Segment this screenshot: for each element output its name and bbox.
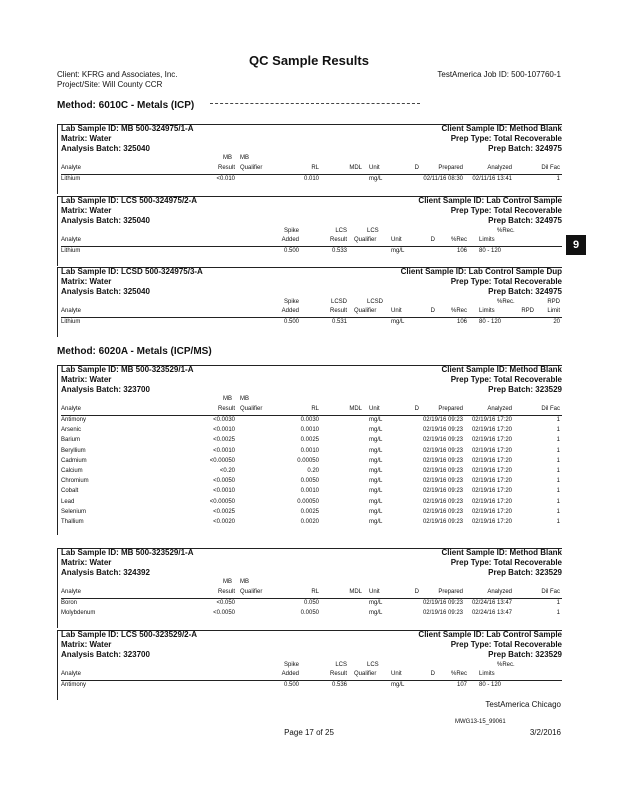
table-cell: 0.500 bbox=[283, 319, 299, 325]
column-header: Result bbox=[329, 671, 347, 677]
table-cell: Chromium bbox=[61, 478, 89, 485]
sample-prep-batch: Prep Batch: 323529 bbox=[488, 650, 562, 659]
table-cell: 107 bbox=[456, 682, 467, 688]
sample-batch: Analysis Batch: 325040 bbox=[61, 216, 150, 225]
column-header: LCS bbox=[367, 662, 379, 668]
column-header: %Rec bbox=[450, 671, 467, 677]
table-cell: 0.0025 bbox=[300, 437, 319, 444]
column-header: Analyte bbox=[61, 589, 82, 595]
column-header: Limits bbox=[479, 308, 495, 314]
column-header: Analyzed bbox=[487, 165, 512, 171]
table-cell: 02/19/16 09:23 bbox=[422, 508, 463, 515]
column-header: LCS bbox=[367, 228, 379, 234]
table-cell: 0.500 bbox=[283, 682, 299, 688]
sample-prep-type: Prep Type: Total Recoverable bbox=[450, 375, 562, 384]
header-underline bbox=[61, 246, 562, 247]
sample-id: Lab Sample ID: LCS 500-323529/2-A bbox=[61, 630, 198, 639]
block-left-rule bbox=[57, 196, 58, 266]
table-cell: mg/L bbox=[391, 248, 405, 254]
table-cell: Cadmium bbox=[61, 457, 87, 464]
column-header: Unit bbox=[391, 237, 402, 243]
table-cell: mg/L bbox=[369, 498, 383, 505]
table-cell: 02/19/16 17:20 bbox=[471, 508, 512, 515]
sample-prep-batch: Prep Batch: 323529 bbox=[488, 568, 562, 577]
sample-id: Lab Sample ID: MB 500-323529/1-A bbox=[61, 548, 194, 557]
column-header: Unit bbox=[369, 589, 380, 595]
column-header: MB bbox=[223, 155, 232, 161]
project-site: Project/Site: Will County CCR bbox=[57, 80, 163, 89]
table-cell: Barium bbox=[61, 437, 81, 444]
table-cell: 02/19/16 09:23 bbox=[422, 519, 463, 525]
table-cell: 1 bbox=[556, 488, 560, 495]
header-underline bbox=[61, 680, 562, 681]
sample-batch: Analysis Batch: 323700 bbox=[61, 385, 150, 394]
table-cell: <0.00050 bbox=[209, 498, 235, 505]
column-header: MB bbox=[240, 579, 249, 585]
column-header: %Rec. bbox=[497, 228, 515, 234]
table-cell: 02/19/16 09:23 bbox=[422, 468, 463, 474]
table-cell: 0.500 bbox=[283, 248, 299, 254]
column-header: Result bbox=[217, 165, 235, 171]
table-cell: <0.0050 bbox=[213, 610, 235, 617]
table-cell: 1 bbox=[556, 600, 560, 606]
table-cell: Arsenic bbox=[61, 427, 82, 434]
column-header: D bbox=[414, 589, 419, 595]
table-cell: mg/L bbox=[369, 508, 383, 515]
sample-prep-batch: Prep Batch: 324975 bbox=[488, 144, 562, 153]
table-cell: mg/L bbox=[369, 519, 383, 525]
column-header: LCSD bbox=[367, 299, 384, 305]
table-cell: 0.0020 bbox=[300, 519, 319, 525]
table-cell: 0.0010 bbox=[300, 488, 319, 495]
column-header: Limit bbox=[547, 308, 560, 314]
sample-client-id: Client Sample ID: Lab Control Sample Dup bbox=[400, 267, 562, 276]
column-header: MB bbox=[223, 396, 232, 402]
column-header: %Rec bbox=[450, 308, 467, 314]
table-cell: Thallium bbox=[61, 519, 84, 525]
column-header: LCSD bbox=[330, 299, 347, 305]
table-cell: 20 bbox=[553, 319, 560, 325]
column-header: Unit bbox=[369, 165, 380, 171]
table-cell: 1 bbox=[556, 447, 560, 454]
table-cell: 0.0050 bbox=[300, 478, 319, 485]
table-cell: 0.00050 bbox=[297, 498, 319, 505]
column-header: Analyte bbox=[61, 308, 82, 314]
sample-matrix: Matrix: Water bbox=[61, 134, 112, 143]
table-cell: mg/L bbox=[369, 176, 383, 182]
column-header: %Rec bbox=[450, 237, 467, 243]
table-cell: 0.0010 bbox=[300, 447, 319, 454]
client-name: Client: KFRG and Associates, Inc. bbox=[57, 70, 178, 79]
header-underline bbox=[61, 174, 562, 175]
sample-prep-type: Prep Type: Total Recoverable bbox=[450, 206, 562, 215]
table-cell: mg/L bbox=[369, 447, 383, 454]
table-cell: Boron bbox=[61, 600, 78, 606]
table-cell: 02/19/16 17:20 bbox=[471, 468, 512, 474]
sample-prep-type: Prep Type: Total Recoverable bbox=[450, 558, 562, 567]
table-cell: Lithium bbox=[61, 176, 81, 182]
column-header: Prepared bbox=[438, 406, 463, 412]
sample-matrix: Matrix: Water bbox=[61, 558, 112, 567]
column-header: D bbox=[430, 237, 435, 243]
table-cell: 02/19/16 09:23 bbox=[422, 447, 463, 454]
column-header: Qualifier bbox=[240, 589, 263, 595]
column-header: RL bbox=[311, 589, 319, 595]
column-header: Qualifier bbox=[354, 237, 377, 243]
table-cell: 1 bbox=[556, 437, 560, 444]
table-cell: 0.0025 bbox=[300, 508, 319, 515]
table-cell: 0.0010 bbox=[300, 427, 319, 434]
sample-client-id: Client Sample ID: Method Blank bbox=[441, 365, 562, 374]
table-cell: 02/24/16 13:47 bbox=[471, 600, 512, 606]
table-cell: 02/19/16 09:23 bbox=[422, 457, 463, 464]
table-cell: 02/19/16 09:23 bbox=[422, 600, 463, 606]
sample-matrix: Matrix: Water bbox=[61, 640, 112, 649]
sample-client-id: Client Sample ID: Method Blank bbox=[441, 548, 562, 557]
column-header: Result bbox=[217, 589, 235, 595]
table-cell: mg/L bbox=[369, 600, 383, 606]
sample-id: Lab Sample ID: LCS 500-324975/2-A bbox=[61, 196, 198, 205]
column-header: D bbox=[414, 165, 419, 171]
table-cell: Lead bbox=[61, 498, 75, 505]
column-header: D bbox=[430, 308, 435, 314]
table-cell: <0.010 bbox=[216, 176, 235, 182]
sample-prep-batch: Prep Batch: 324975 bbox=[488, 216, 562, 225]
table-cell: 02/11/16 08:30 bbox=[423, 176, 463, 182]
table-cell: <0.0050 bbox=[213, 478, 235, 485]
table-cell: 1 bbox=[556, 427, 560, 434]
column-header: LCS bbox=[335, 228, 347, 234]
column-header: Limits bbox=[479, 671, 495, 677]
table-cell: 02/19/16 09:23 bbox=[422, 488, 463, 495]
table-cell: 02/19/16 17:20 bbox=[471, 488, 512, 495]
column-header: Result bbox=[217, 406, 235, 412]
column-header: Prepared bbox=[438, 589, 463, 595]
table-cell: 1 bbox=[556, 519, 560, 525]
table-cell: mg/L bbox=[369, 610, 383, 617]
header-underline bbox=[61, 598, 562, 599]
footer-page: Page 17 of 25 bbox=[284, 728, 334, 737]
column-header: MDL bbox=[349, 406, 362, 412]
table-cell: 02/19/16 17:20 bbox=[471, 519, 512, 525]
column-header: Prepared bbox=[438, 165, 463, 171]
table-cell: <0.0010 bbox=[213, 488, 235, 495]
column-header: Spike bbox=[283, 662, 299, 668]
table-cell: 0.050 bbox=[303, 600, 319, 606]
table-cell: 02/19/16 17:20 bbox=[471, 478, 512, 485]
block-left-rule bbox=[57, 267, 58, 337]
table-cell: 80 - 120 bbox=[479, 248, 502, 254]
column-header: Analyte bbox=[61, 165, 82, 171]
table-cell: 80 - 120 bbox=[479, 319, 502, 325]
table-cell: mg/L bbox=[369, 417, 383, 423]
sample-batch: Analysis Batch: 324392 bbox=[61, 568, 150, 577]
sample-matrix: Matrix: Water bbox=[61, 206, 112, 215]
column-header: Qualifier bbox=[240, 165, 263, 171]
table-cell: 80 - 120 bbox=[479, 682, 502, 688]
block-left-rule bbox=[57, 365, 58, 535]
table-cell: 02/19/16 17:20 bbox=[471, 447, 512, 454]
sample-prep-type: Prep Type: Total Recoverable bbox=[450, 277, 562, 286]
table-cell: 02/19/16 09:23 bbox=[422, 427, 463, 434]
column-header: Added bbox=[281, 308, 299, 314]
column-header: Result bbox=[329, 237, 347, 243]
table-cell: 0.536 bbox=[331, 682, 347, 688]
table-cell: <0.0020 bbox=[213, 519, 235, 525]
table-cell: 1 bbox=[556, 498, 560, 505]
table-cell: 1 bbox=[556, 508, 560, 515]
sample-prep-type: Prep Type: Total Recoverable bbox=[450, 640, 562, 649]
sample-id: Lab Sample ID: LCSD 500-324975/3-A bbox=[61, 267, 203, 276]
column-header: Analyte bbox=[61, 671, 82, 677]
sample-client-id: Client Sample ID: Lab Control Sample bbox=[418, 196, 562, 205]
column-header: RL bbox=[311, 165, 319, 171]
table-cell: Beryllium bbox=[61, 447, 86, 454]
method-heading: Method: 6010C - Metals (ICP) bbox=[57, 100, 195, 111]
column-header: Unit bbox=[369, 406, 380, 412]
page-title: QC Sample Results bbox=[249, 53, 369, 68]
column-header: RPD bbox=[547, 299, 560, 305]
sample-client-id: Client Sample ID: Lab Control Sample bbox=[418, 630, 562, 639]
table-cell: 1 bbox=[556, 610, 560, 617]
column-header: MB bbox=[240, 396, 249, 402]
column-header: MDL bbox=[349, 589, 362, 595]
column-header: Dil Fac bbox=[541, 589, 560, 595]
table-cell: 02/19/16 17:20 bbox=[471, 437, 512, 444]
table-cell: mg/L bbox=[369, 478, 383, 485]
column-header: Analyte bbox=[61, 237, 82, 243]
block-left-rule bbox=[57, 548, 58, 628]
column-header: D bbox=[430, 671, 435, 677]
table-cell: 0.00050 bbox=[297, 457, 319, 464]
sample-batch: Analysis Batch: 325040 bbox=[61, 287, 150, 296]
table-cell: 1 bbox=[556, 468, 560, 474]
column-header: Analyzed bbox=[487, 589, 512, 595]
method-heading: Method: 6020A - Metals (ICP/MS) bbox=[57, 346, 212, 357]
table-cell: 02/19/16 09:23 bbox=[422, 498, 463, 505]
column-header: Spike bbox=[283, 228, 299, 234]
sample-prep-type: Prep Type: Total Recoverable bbox=[450, 134, 562, 143]
header-underline bbox=[61, 415, 562, 416]
table-cell: <0.0010 bbox=[213, 447, 235, 454]
column-header: Unit bbox=[391, 308, 402, 314]
table-cell: 106 bbox=[456, 248, 467, 254]
block-left-rule bbox=[57, 124, 58, 194]
table-cell: 02/19/16 17:20 bbox=[471, 457, 512, 464]
footer-date: 3/2/2016 bbox=[529, 728, 561, 737]
column-header: Added bbox=[281, 671, 299, 677]
method-rule bbox=[210, 103, 420, 104]
sample-batch: Analysis Batch: 323700 bbox=[61, 650, 150, 659]
table-cell: <0.0025 bbox=[213, 437, 235, 444]
table-cell: mg/L bbox=[369, 427, 383, 434]
table-cell: Antimony bbox=[61, 417, 87, 423]
table-cell: 106 bbox=[456, 319, 467, 325]
column-header: Spike bbox=[283, 299, 299, 305]
column-header: Added bbox=[281, 237, 299, 243]
table-cell: mg/L bbox=[369, 437, 383, 444]
table-cell: Cobalt bbox=[61, 488, 79, 495]
column-header: %Rec. bbox=[497, 299, 515, 305]
column-header: Qualifier bbox=[354, 671, 377, 677]
sample-client-id: Client Sample ID: Method Blank bbox=[441, 124, 562, 133]
table-cell: <0.0025 bbox=[213, 508, 235, 515]
sample-matrix: Matrix: Water bbox=[61, 277, 112, 286]
block-left-rule bbox=[57, 630, 58, 700]
sample-id: Lab Sample ID: MB 500-324975/1-A bbox=[61, 124, 194, 133]
column-header: Analyzed bbox=[487, 406, 512, 412]
table-cell: 02/19/16 17:20 bbox=[471, 498, 512, 505]
table-cell: mg/L bbox=[369, 468, 383, 474]
table-cell: 02/19/16 09:23 bbox=[422, 478, 463, 485]
footer-lab: TestAmerica Chicago bbox=[485, 700, 561, 709]
table-cell: 1 bbox=[556, 457, 560, 464]
table-cell: 0.533 bbox=[331, 248, 347, 254]
column-header: RL bbox=[311, 406, 319, 412]
job-id: TestAmerica Job ID: 500-107760-1 bbox=[437, 70, 561, 79]
table-cell: 02/11/16 13:41 bbox=[472, 176, 512, 182]
sample-prep-batch: Prep Batch: 324975 bbox=[488, 287, 562, 296]
column-header: %Rec. bbox=[497, 662, 515, 668]
table-cell: <0.00050 bbox=[209, 457, 235, 464]
table-cell: mg/L bbox=[391, 319, 405, 325]
column-header: Qualifier bbox=[240, 406, 263, 412]
column-header: Limits bbox=[479, 237, 495, 243]
table-cell: 02/19/16 09:23 bbox=[422, 610, 463, 617]
table-cell: 0.0050 bbox=[300, 610, 319, 617]
table-cell: Antimony bbox=[61, 682, 87, 688]
table-cell: <0.0030 bbox=[213, 417, 235, 423]
column-header: LCS bbox=[335, 662, 347, 668]
header-underline bbox=[61, 317, 562, 318]
table-cell: Calcium bbox=[61, 468, 83, 474]
table-cell: 0.531 bbox=[331, 319, 347, 325]
table-cell: 1 bbox=[556, 417, 560, 423]
column-header: Dil Fac bbox=[541, 165, 560, 171]
table-cell: 1 bbox=[556, 478, 560, 485]
column-header: D bbox=[414, 406, 419, 412]
column-header: MB bbox=[240, 155, 249, 161]
table-cell: 02/19/16 17:20 bbox=[471, 427, 512, 434]
column-header: MDL bbox=[349, 165, 362, 171]
column-header: Unit bbox=[391, 671, 402, 677]
column-header: Result bbox=[329, 308, 347, 314]
table-cell: 02/19/16 09:23 bbox=[422, 417, 463, 423]
sample-prep-batch: Prep Batch: 323529 bbox=[488, 385, 562, 394]
column-header: Qualifier bbox=[354, 308, 377, 314]
table-cell: Molybdenum bbox=[61, 610, 96, 617]
table-cell: Lithium bbox=[61, 248, 81, 254]
table-cell: <0.20 bbox=[219, 468, 235, 474]
sample-batch: Analysis Batch: 325040 bbox=[61, 144, 150, 153]
table-cell: 0.20 bbox=[307, 468, 319, 474]
column-header: Dil Fac bbox=[541, 406, 560, 412]
section-tab: 9 bbox=[566, 235, 586, 255]
table-cell: 02/24/16 13:47 bbox=[471, 610, 512, 617]
column-header: MB bbox=[223, 579, 232, 585]
table-cell: <0.050 bbox=[216, 600, 235, 606]
footer-code: MWG13-15_99061 bbox=[455, 719, 506, 725]
table-cell: mg/L bbox=[391, 682, 405, 688]
table-cell: <0.0010 bbox=[213, 427, 235, 434]
table-cell: 0.010 bbox=[303, 176, 319, 182]
table-cell: mg/L bbox=[369, 457, 383, 464]
table-cell: 02/19/16 09:23 bbox=[422, 437, 463, 444]
column-header: RPD bbox=[521, 308, 534, 314]
table-cell: Selenium bbox=[61, 508, 87, 515]
table-cell: 1 bbox=[556, 176, 560, 182]
column-header: Analyte bbox=[61, 406, 82, 412]
table-cell: mg/L bbox=[369, 488, 383, 495]
sample-matrix: Matrix: Water bbox=[61, 375, 112, 384]
table-cell: 02/19/16 17:20 bbox=[471, 417, 512, 423]
sample-id: Lab Sample ID: MB 500-323529/1-A bbox=[61, 365, 194, 374]
table-cell: 0.0030 bbox=[300, 417, 319, 423]
table-cell: Lithium bbox=[61, 319, 81, 325]
